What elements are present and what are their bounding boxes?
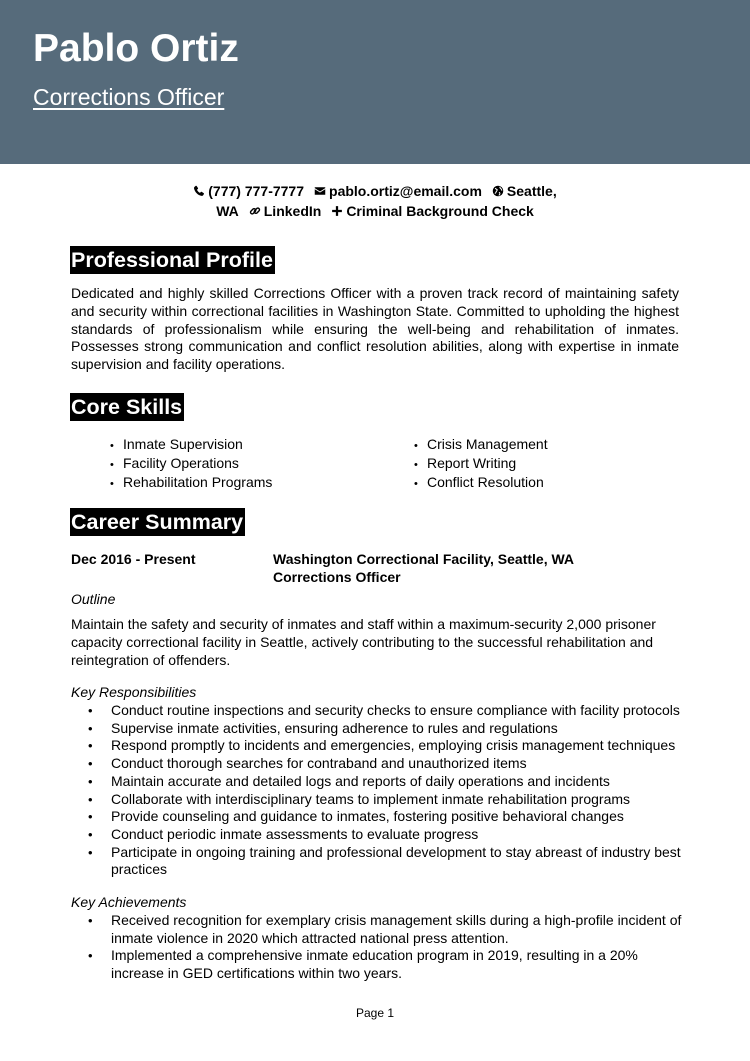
skill-item: • Crisis Management xyxy=(414,436,548,452)
contact-phone xyxy=(193,181,304,201)
header-banner xyxy=(0,0,750,164)
list-item: • Provide counseling and guidance to inmates, fostering positive behavioral changes xyxy=(88,808,624,825)
list-item: • Supervise inmate activities, ensuring adherence to rules and regulations xyxy=(88,719,558,736)
phone-text: (777) 777-7777 xyxy=(208,183,305,199)
contact-location xyxy=(492,181,557,201)
envelope-icon xyxy=(314,185,326,197)
skill-item: • Rehabilitation Programs xyxy=(110,474,273,490)
contact-linkedin[interactable] xyxy=(249,201,322,221)
achievements-list xyxy=(71,912,691,983)
list-item: • Implemented a comprehensive inmate education program in 2019, resulting in a 20% increase in GED certifications within two years. xyxy=(88,947,638,982)
location-line1: Seattle, xyxy=(506,183,557,199)
responsibilities-list xyxy=(71,702,691,879)
globe-icon xyxy=(492,185,504,197)
list-item: • Conduct thorough searches for contraband and unauthorized items xyxy=(88,755,527,772)
section-title-career: Career Summary xyxy=(71,510,244,534)
page-number: Page 1 xyxy=(355,1006,395,1020)
extra-text: Criminal Background Check xyxy=(346,203,534,219)
candidate-name: Pablo Ortiz xyxy=(33,27,239,70)
list-item: • Participate in ongoing training and professional development to stay abreast of industry best practices xyxy=(88,843,681,878)
plus-icon xyxy=(331,205,343,217)
candidate-job-title: Corrections Officer xyxy=(33,84,225,110)
profile-text: Dedicated and highly skilled Corrections Officer with a proven track record of maintaining safety and security within correctional facilities in Washington State. Committed to upholding the highest standards of professionalism while ensuring the well-being and rehabilitation of inmates. Possesses strong communication and conflict resolution abilities, along with expertise in inmate supervision and facility operations. xyxy=(71,285,679,373)
outline-label: Outline xyxy=(71,591,116,607)
skill-item: • Report Writing xyxy=(414,455,517,471)
contact-info xyxy=(140,181,610,221)
contact-location-cont xyxy=(216,201,239,221)
responsibilities-label: Key Responsibilities xyxy=(71,684,197,700)
list-item: • Respond promptly to incidents and emergencies, employing crisis management techniques xyxy=(88,737,676,754)
location-line2: WA xyxy=(216,203,239,219)
list-item: • Received recognition for exemplary crisis management skills during a high-profile incident of inmate violence in 2020 which attracted national press attention. xyxy=(88,912,682,946)
job-role: Corrections Officer xyxy=(273,569,401,585)
outline-text: Maintain the safety and security of inmates and staff within a maximum-security 2,000 prisoner capacity correctional facility in Seattle, actively contributing to the successful rehabilitation and reintegration of offenders. xyxy=(71,616,656,668)
job-period: Dec 2016 - Present xyxy=(71,551,196,567)
link-icon xyxy=(249,205,261,217)
list-item: • Conduct routine inspections and security checks to ensure compliance with facility protocols xyxy=(88,702,680,718)
phone-icon xyxy=(193,185,205,197)
contact-extra xyxy=(331,201,534,221)
section-title-profile: Professional Profile xyxy=(71,248,273,272)
list-item: • Conduct periodic inmate assessments to evaluate progress xyxy=(88,825,479,842)
contact-email[interactable] xyxy=(314,181,482,201)
skill-item: • Inmate Supervision xyxy=(110,436,243,452)
skill-item: • Conflict Resolution xyxy=(414,474,544,490)
linkedin-text: LinkedIn xyxy=(263,203,322,219)
job-company: Washington Correctional Facility, Seattle, WA xyxy=(273,551,575,567)
list-item: • Maintain accurate and detailed logs and reports of daily operations and incidents xyxy=(88,772,610,789)
list-item: • Collaborate with interdisciplinary teams to implement inmate rehabilitation programs xyxy=(88,790,631,807)
section-title-skills: Core Skills xyxy=(71,395,183,419)
skill-item: • Facility Operations xyxy=(110,455,239,471)
email-text: pablo.ortiz@email.com xyxy=(329,183,482,199)
achievements-label: Key Achievements xyxy=(71,894,187,910)
